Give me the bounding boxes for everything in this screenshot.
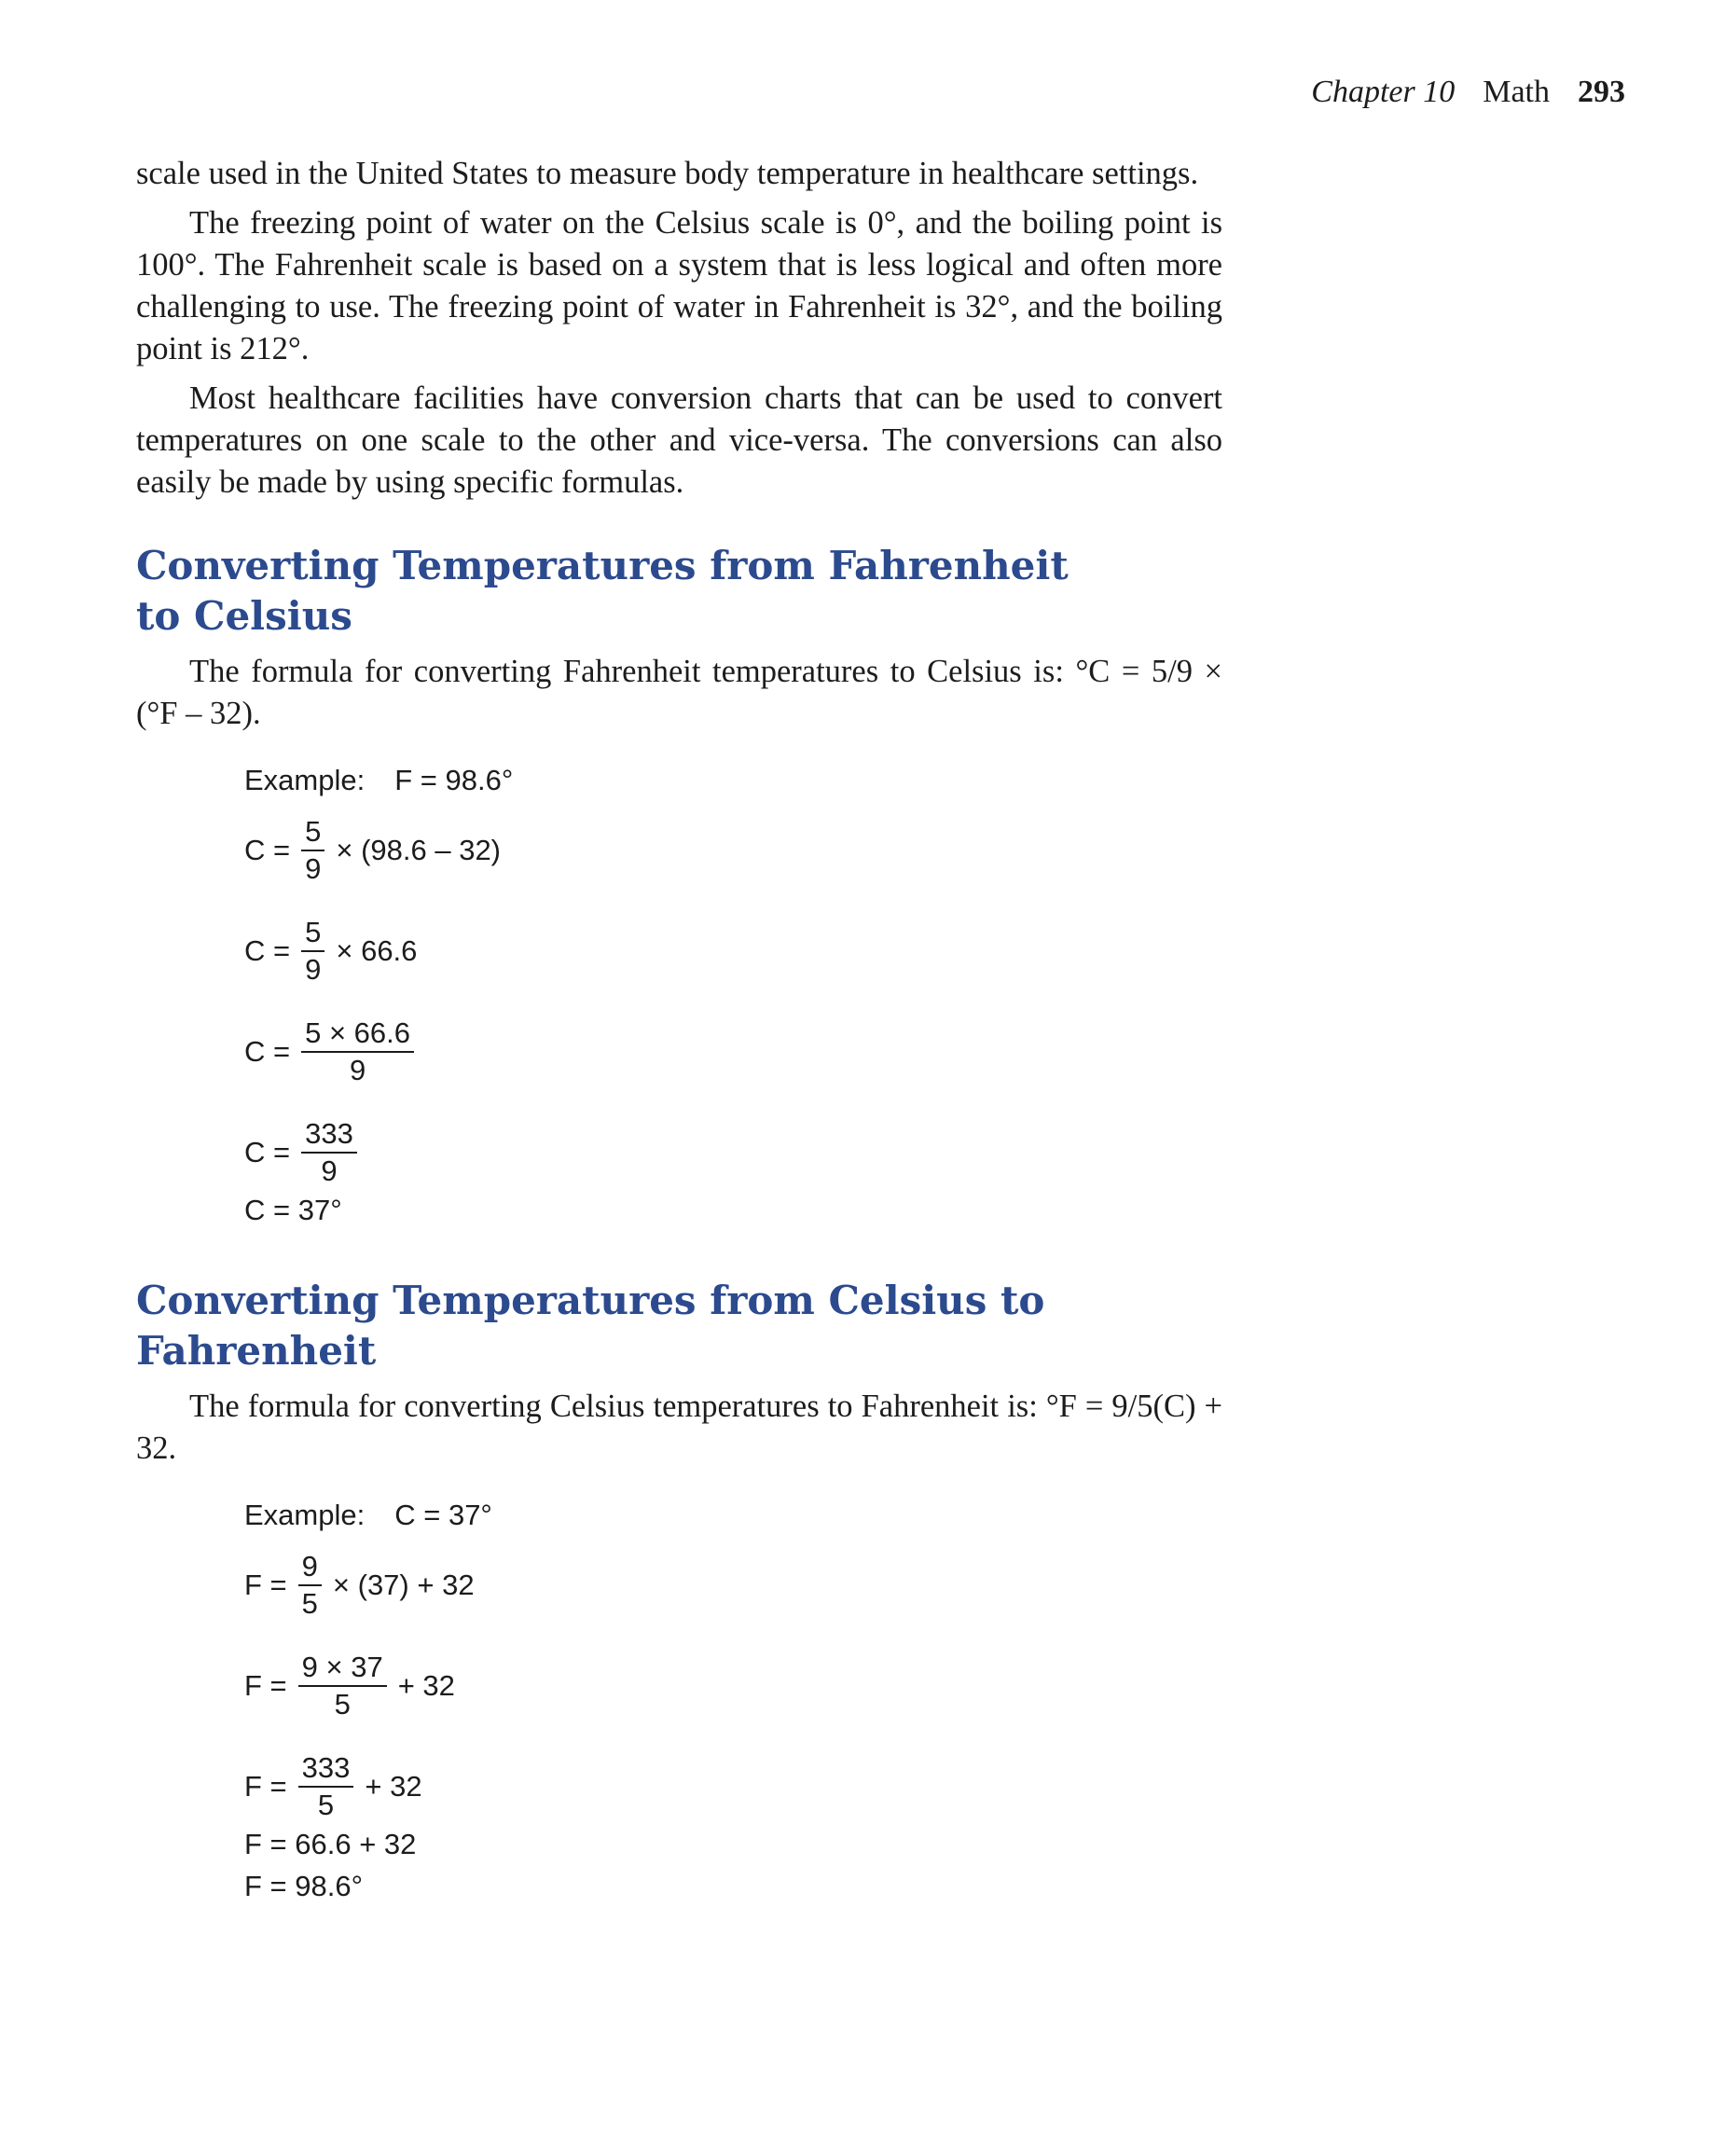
equation-result: C = 37° [244,1194,342,1226]
equation-step: F = $\frac{333}{5}$ + 32 [244,1751,422,1821]
equation-result: F = 98.6° [244,1870,363,1902]
fraction: $\frac{333}{5}$ [298,1750,354,1823]
fraction: $\frac{5}{9}$ [301,915,324,988]
example-celsius-to-fahrenheit [244,1494,1222,1907]
page-number: 293 [1578,75,1625,109]
running-header [1311,75,1625,110]
equation-step: C = $\frac{5}{9}$ × 66.6 [244,916,418,986]
heading-fahrenheit-to-celsius: Converting Temperatures from Fahrenheit to Celsius [136,543,1069,639]
page-body [136,153,1222,1907]
chapter-label: Chapter 10 [1311,75,1456,109]
example-line: Example: F = 98.6° [244,764,514,796]
heading-celsius-to-fahrenheit: Converting Temperatures from Celsius to Fahrenheit [136,1278,1045,1374]
fraction: $\frac{9 \times 37}{5}$ [298,1650,387,1722]
fraction: $\frac{9}{5}$ [298,1549,322,1622]
example-fahrenheit-to-celsius [244,759,1222,1231]
equation-step: F = $\frac{9}{5}$ × (37) + 32 [244,1550,475,1620]
equation-step: F = $\frac{9 \times 37}{5}$ + 32 [244,1651,455,1721]
example-line: Example: C = 37° [244,1499,492,1531]
fraction: $\frac{5 \times 66.6}{9}$ [301,1016,414,1088]
equation-step: C = $\frac{5 \times 66.6}{9}$ [244,1016,1222,1088]
paragraph-continuation: scale used in the United States to measure body temperature in healthcare settings. [136,156,1199,191]
paragraph-freezing-boiling: The freezing point of water on the Celsius scale is 0°, and the boiling point is 100°. The Fahrenheit scale is based on a system that is less logical and often more challenging to use. The freezing point of water in Fahrenheit is 32°, and the boiling point is 212°. [136,205,1222,366]
equation-step: C = $\frac{5}{9}$ × (98.6 – 32) [244,815,502,885]
formula-celsius-to-fahrenheit: The formula for converting Celsius temperatures to Fahrenheit is: °F = 9/5(C) + 32. [136,1389,1222,1466]
formula-fahrenheit-to-celsius: The formula for converting Fahrenheit temperatures to Celsius is: °C = 5/9 × (°F – 32). [136,654,1222,731]
equation-result: F = 66.6 + 32 [244,1828,417,1860]
chapter-title: Math [1483,75,1550,109]
fraction: $\frac{333}{9}$ [301,1116,357,1189]
fraction: $\frac{5}{9}$ [301,814,324,887]
equation-step: C = $\frac{333}{9}$ [244,1116,1222,1189]
paragraph-conversion-charts: Most healthcare facilities have conversion charts that can be used to convert temperatures on one scale to the other and vice-versa. The conversions can also easily be made by using specific formulas. [136,380,1222,500]
